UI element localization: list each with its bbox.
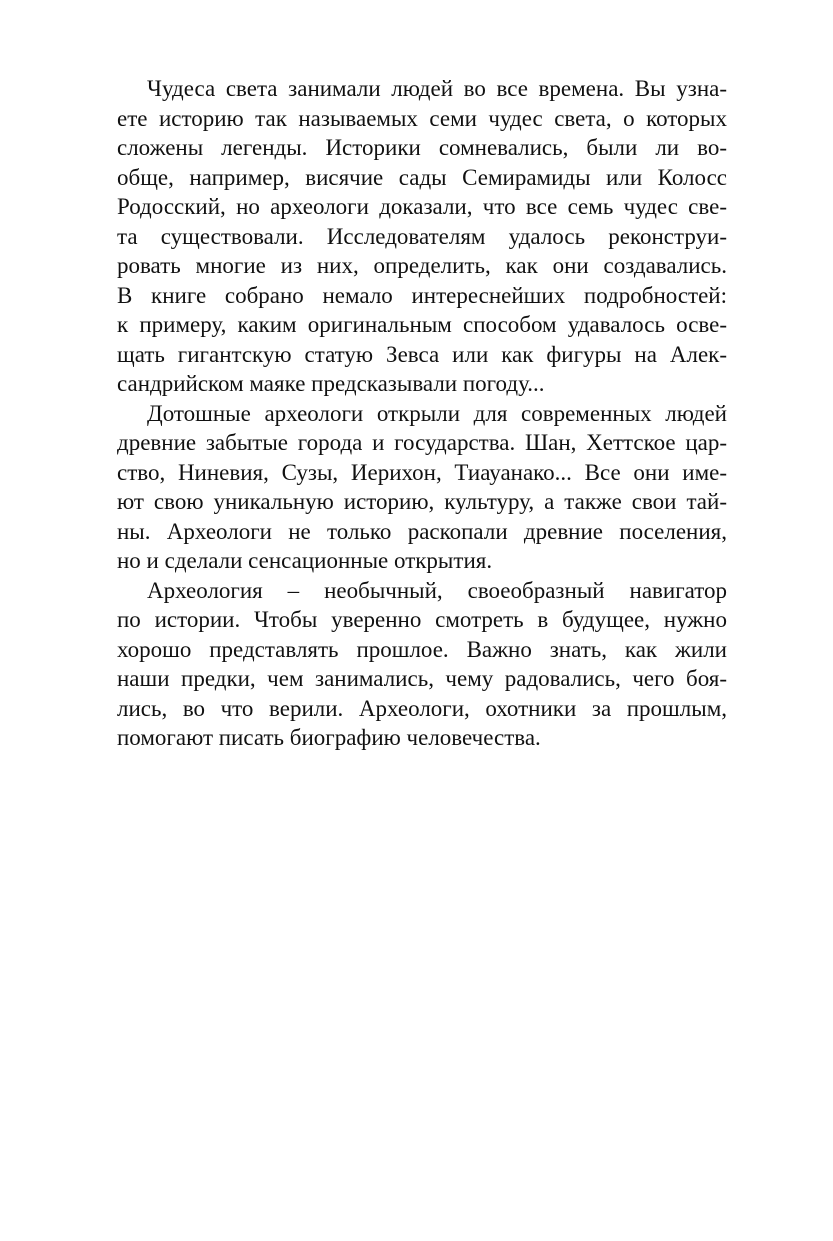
text-line: сандрийском маяке предсказывали погоду... [117,371,545,396]
text-line: хорошо представлять прошлое. Важно знать, как жили [117,636,727,662]
text-line: ете историю так называемых семи чудес света, о которых [117,105,727,131]
text-line: помогают писать биографию человечества. [117,725,541,750]
body-text [117,74,727,753]
text-line: к примеру, каким оригинальным способом удавалось осве- [117,312,727,337]
text-line: по истории. Чтобы уверенно смотреть в будущее, нужно [117,607,727,632]
text-line: обще, например, висячие сады Семирамиды или Колосс [117,164,727,190]
text-line: Дотошные археологи открыли для современных людей [147,400,727,426]
text-line: наши предки, чем занимались, чему радовались, чего боя- [117,666,727,691]
text-line: Чудеса света занимали людей во все времена. Вы узна- [147,76,727,101]
text-line: сложены легенды. Историки сомневались, были ли во- [117,135,727,160]
text-line: Археология – необычный, своеобразный навигатор [147,577,727,603]
text-line: ство, Ниневия, Сузы, Иерихон, Тиауанако... Все они име- [117,459,727,485]
paragraph-3 [117,576,727,753]
paragraph-2 [117,399,727,576]
text-line: но и сделали сенсационные открытия. [117,548,493,573]
text-line: В книге собрано немало интереснейших подробностей: [117,282,727,308]
text-line: ровать многие из них, определить, как они создавались. [117,253,727,278]
text-line: древние забытые города и государства. Шан, Хеттское цар- [117,430,727,455]
text-line: та существовали. Исследователям удалось реконструи- [117,223,727,249]
text-line: Родосский, но археологи доказали, что все семь чудес све- [117,194,727,219]
text-line: ют свою уникальную историю, культуру, а также свои тай- [117,489,727,514]
paragraph-1 [117,74,727,399]
text-line: лись, во что верили. Археологи, охотники за прошлым, [117,695,727,721]
text-line: щать гигантскую статую Зевса или как фигуры на Алек- [117,341,727,367]
text-line: ны. Археологи не только раскопали древние поселения, [117,518,727,544]
